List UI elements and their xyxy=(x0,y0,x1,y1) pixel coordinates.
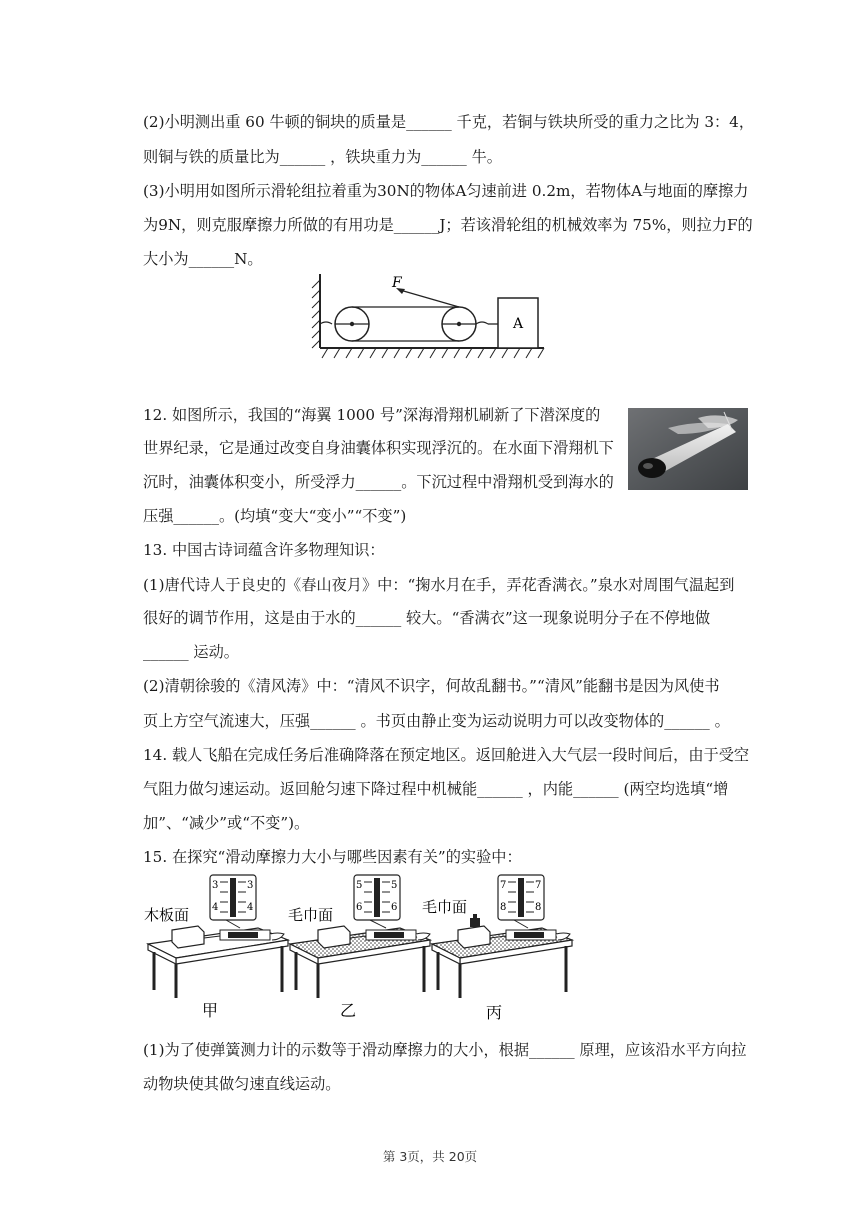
scale-num: 3 xyxy=(247,880,254,891)
scale-num: 3 xyxy=(212,880,219,891)
q11-part3-line2: 为9N，则克服摩擦力所做的有用功是______J；若该滑轮组的机械效率为 75%，则拉力F的 xyxy=(143,216,753,234)
q11-part2-line2: 则铜与铁的质量比为______ ，铁块重力为______ 牛。 xyxy=(143,148,502,166)
q13-line5: (2)清朝徐骏的《清风涛》中：“清风不识字，何故乱翻书。”“清风”能翻书是因为风使书 xyxy=(143,677,720,695)
q11-part2-line1: (2)小明测出重 60 牛顿的铜块的质量是______ 千克，若铜与铁块所受的重力之比为 3：4， xyxy=(143,113,755,131)
q13-line4: ______ 运动。 xyxy=(143,643,239,661)
caption-jia: 甲 xyxy=(202,1001,219,1020)
block-label: A xyxy=(513,316,524,332)
scale-num: 5 xyxy=(356,880,363,891)
underwater-glider-photo xyxy=(628,408,748,490)
q11-part3-line1: (3)小明用如图所示滑轮组拉着重为30N的物体A匀速前进 0.2m，若物体A与地面的摩擦力 xyxy=(143,182,749,200)
scale-num: 5 xyxy=(391,880,398,891)
scale-num: 8 xyxy=(500,902,507,913)
q14-line1: 14. 载人飞船在完成任务后准确降落在预定地区。返回舱进入大气层一段时间后，由于受空 xyxy=(143,746,750,764)
q15-part1-line2: 动物块使其做匀速直线运动。 xyxy=(143,1075,341,1093)
scale-num: 8 xyxy=(535,902,542,913)
scale-num: 4 xyxy=(247,902,254,913)
friction-experiment-figure xyxy=(140,872,580,1028)
q15-line1: 15. 在探究“滑动摩擦力大小与哪些因素有关”的实验中： xyxy=(143,848,522,866)
q13-line1: 13. 中国古诗词蕴含许多物理知识： xyxy=(143,541,385,559)
force-label: F xyxy=(392,275,402,291)
q11-part3-line3: 大小为______N。 xyxy=(143,250,263,268)
surface-label-yi: 毛巾面 xyxy=(288,906,334,924)
q15-part1-line1: (1)为了使弹簧测力计的示数等于滑动摩擦力的大小，根据______ 原理，应该沿水平方向拉 xyxy=(143,1041,747,1059)
scale-num: 6 xyxy=(356,902,363,913)
q14-line2: 气阻力做匀速运动。返回舱匀速下降过程中机械能______ ，内能______ (两空均选填“增 xyxy=(143,780,729,798)
scale-num: 4 xyxy=(212,902,219,913)
setup-bing xyxy=(422,875,572,1022)
caption-yi: 乙 xyxy=(340,1001,357,1020)
q14-line3: 加”、“减少”或“不变”)。 xyxy=(143,814,310,832)
q12-line2: 世界纪录，它是通过改变自身油囊体积实现浮沉的。在水面下滑翔机下 xyxy=(143,439,614,457)
q13-line3: 很好的调节作用，这是由于水的______ 较大。“香满衣”这一现象说明分子在不停地做 xyxy=(143,609,711,627)
q12-line3: 沉时，油囊体积变小，所受浮力______。下沉过程中滑翔机受到海水的 xyxy=(143,473,614,491)
setup-yi xyxy=(288,875,430,1020)
scale-num: 7 xyxy=(500,880,507,891)
q12-line4: 压强______。(均填“变大“变小”“不变”) xyxy=(143,507,407,525)
q13-line2: (1)唐代诗人于良史的《春山夜月》中：“掬水月在手，弄花香满衣。”泉水对周围气温起到 xyxy=(143,576,735,594)
surface-label-bing: 毛巾面 xyxy=(422,898,468,916)
q13-line6: 页上方空气流速大，压强______ 。书页由静止变为运动说明力可以改变物体的______ 。 xyxy=(143,712,730,730)
caption-bing: 丙 xyxy=(486,1003,503,1022)
q12-line1: 12. 如图所示，我国的“海翼 1000 号”深海滑翔机刷新了下潜深度的 xyxy=(143,406,601,424)
scale-num: 7 xyxy=(535,880,542,891)
setup-jia xyxy=(144,875,288,1020)
surface-label-jia: 木板面 xyxy=(144,906,190,924)
page-footer: 第 3页，共 20页 xyxy=(382,1149,478,1164)
scale-num: 6 xyxy=(391,902,398,913)
pulley-system-figure xyxy=(308,272,548,362)
